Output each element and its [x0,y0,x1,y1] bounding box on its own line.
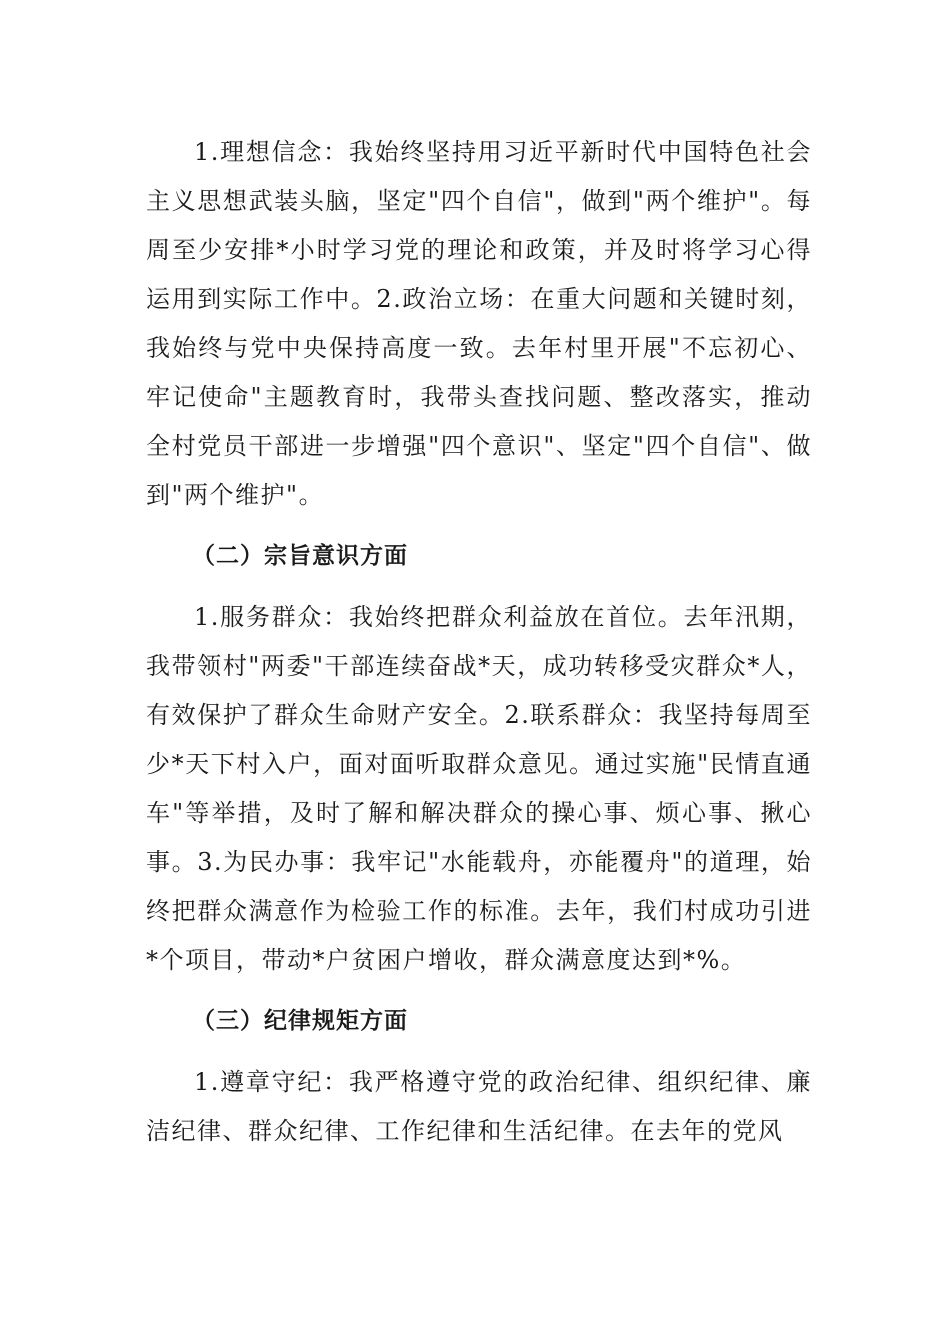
document-body [146,128,812,1156]
section-heading-purpose-awareness: （二）宗旨意识方面 [192,543,408,569]
paragraph-serving-masses: 1.服务群众：我始终把群众利益放在首位。去年汛期，我带领村"两委"干部连续奋战*天，成功转移受灾群众*人，有效保护了群众生命财产安全。2.联系群众：我坚持每周至少*天下村入户，面对面听取群众意见。通过实施"民情直通车"等举措，及时了解和解决群众的操心事、烦心事、揪心事。3.为民办事：我牢记"水能载舟，亦能覆舟"的道理，始终把群众满意作为检验工作的标准。去年，我们村成功引进*个项目，带动*户贫困户增收，群众满意度达到*%。 [146,603,812,974]
paragraph-discipline: 1.遵章守纪：我严格遵守党的政治纪律、组织纪律、廉洁纪律、群众纪律、工作纪律和生活纪律。在去年的党风 [146,1068,812,1145]
paragraph-political-stance: 1.理想信念：我始终坚持用习近平新时代中国特色社会主义思想武装头脑，坚定"四个自信"，做到"两个维护"。每周至少安排*小时学习党的理论和政策，并及时将学习心得运用到实际工作中。2.政治立场：在重大问题和关键时刻，我始终与党中央保持高度一致。去年村里开展"不忘初心、牢记使命"主题教育时，我带头查找问题、整改落实，推动全村党员干部进一步增强"四个意识"、坚定"四个自信"、做到"两个维护"。 [146,138,812,509]
section-heading-discipline-rules: （三）纪律规矩方面 [192,1008,408,1034]
